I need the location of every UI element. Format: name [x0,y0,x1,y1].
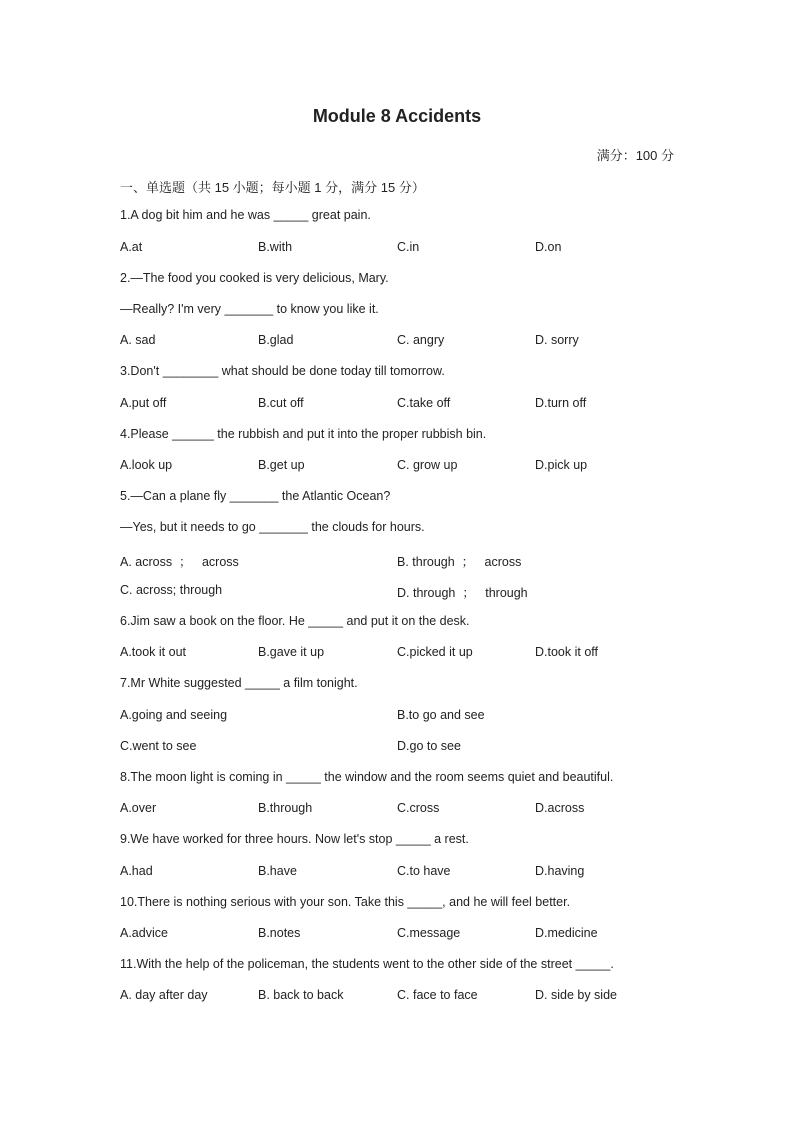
question-9-stem: 9.We have worked for three hours. Now let's stop _____ a rest. [120,832,469,846]
question-10-option-d: D.medicine [535,926,598,940]
question-5-stem: 5.—Can a plane fly _______ the Atlantic Ocean? [120,489,391,503]
question-6-option-b: B.gave it up [258,645,325,659]
question-8-option-c: C.cross [397,801,440,815]
question-5-option-d: D. through ； through [397,586,528,600]
question-3-stem: 3.Don't ________ what should be done today till tomorrow. [120,364,445,378]
question-4-option-d: D.pick up [535,458,588,472]
question-2-option-d: D. sorry [535,333,579,347]
question-1-option-d: D.on [535,240,562,254]
question-7-stem: 7.Mr White suggested _____ a film tonight. [120,676,358,690]
question-8-stem: 8.The moon light is coming in _____ the window and the room seems quiet and beautiful. [120,770,614,784]
question-9-option-d: D.having [535,864,585,878]
question-7-option-a: A.going and seeing [120,708,228,722]
question-11-stem: 11.With the help of the policeman, the students went to the other side of the street _____. [120,957,614,971]
question-5-stem-reply: —Yes, but it needs to go _______ the clouds for hours. [120,520,425,534]
question-6-option-a: A.took it out [120,645,187,659]
question-11-option-d: D. side by side [535,988,617,1002]
question-6-option-d: D.took it off [535,645,598,659]
question-2-stem-reply: —Really? I'm very _______ to know you like it. [120,302,379,316]
question-10-option-c: C.message [397,926,461,940]
question-4-option-c: C. grow up [397,458,458,472]
page-title: Module 8 Accidents [312,106,482,126]
question-4-option-b: B.get up [258,458,305,472]
question-7-option-b: B.to go and see [397,708,485,722]
question-8-option-a: A.over [120,801,157,815]
question-11-option-a: A. day after day [120,988,208,1002]
question-10-option-a: A.advice [120,926,168,940]
question-9-option-c: C.to have [397,864,451,878]
question-6-option-c: C.picked it up [397,645,473,659]
question-3-option-c: C.take off [397,396,451,410]
question-5-option-c: C. across; through [120,583,223,597]
question-8-option-b: B.through [258,801,313,815]
question-7-option-c: C.went to see [120,739,197,753]
full-score: 满分：100 分 [596,148,674,163]
question-5-option-a: A. across ； across [120,555,239,569]
question-4-stem: 4.Please ______ the rubbish and put it into the proper rubbish bin. [120,427,487,441]
question-8-option-d: D.across [535,801,585,815]
question-3-option-a: A.put off [120,396,167,410]
question-2-option-b: B.glad [258,333,294,347]
section-heading: 一、单选题（共 15 小题；每小题 1 分，满分 15 分） [120,180,425,195]
question-10-option-b: B.notes [258,926,301,940]
question-9-option-b: B.have [258,864,297,878]
question-2-stem: 2.—The food you cooked is very delicious, Mary. [120,271,389,285]
question-1-stem: 1.A dog bit him and he was _____ great pain. [120,208,371,222]
question-2-option-a: A. sad [120,333,156,347]
question-7-option-d: D.go to see [397,739,461,753]
question-5-option-b: B. through ； across [397,555,522,569]
question-6-stem: 6.Jim saw a book on the floor. He _____ and put it on the desk. [120,614,470,628]
question-10-stem: 10.There is nothing serious with your son. Take this _____, and he will feel better. [120,895,571,909]
question-1-option-c: C.in [397,240,420,254]
question-1-option-b: B.with [258,240,293,254]
question-3-option-b: B.cut off [258,396,304,410]
question-9-option-a: A.had [120,864,153,878]
question-11-option-b: B. back to back [258,988,344,1002]
question-4-option-a: A.look up [120,458,173,472]
question-1-option-a: A.at [120,240,143,254]
question-3-option-d: D.turn off [535,396,587,410]
question-2-option-c: C. angry [397,333,445,347]
question-11-option-c: C. face to face [397,988,478,1002]
